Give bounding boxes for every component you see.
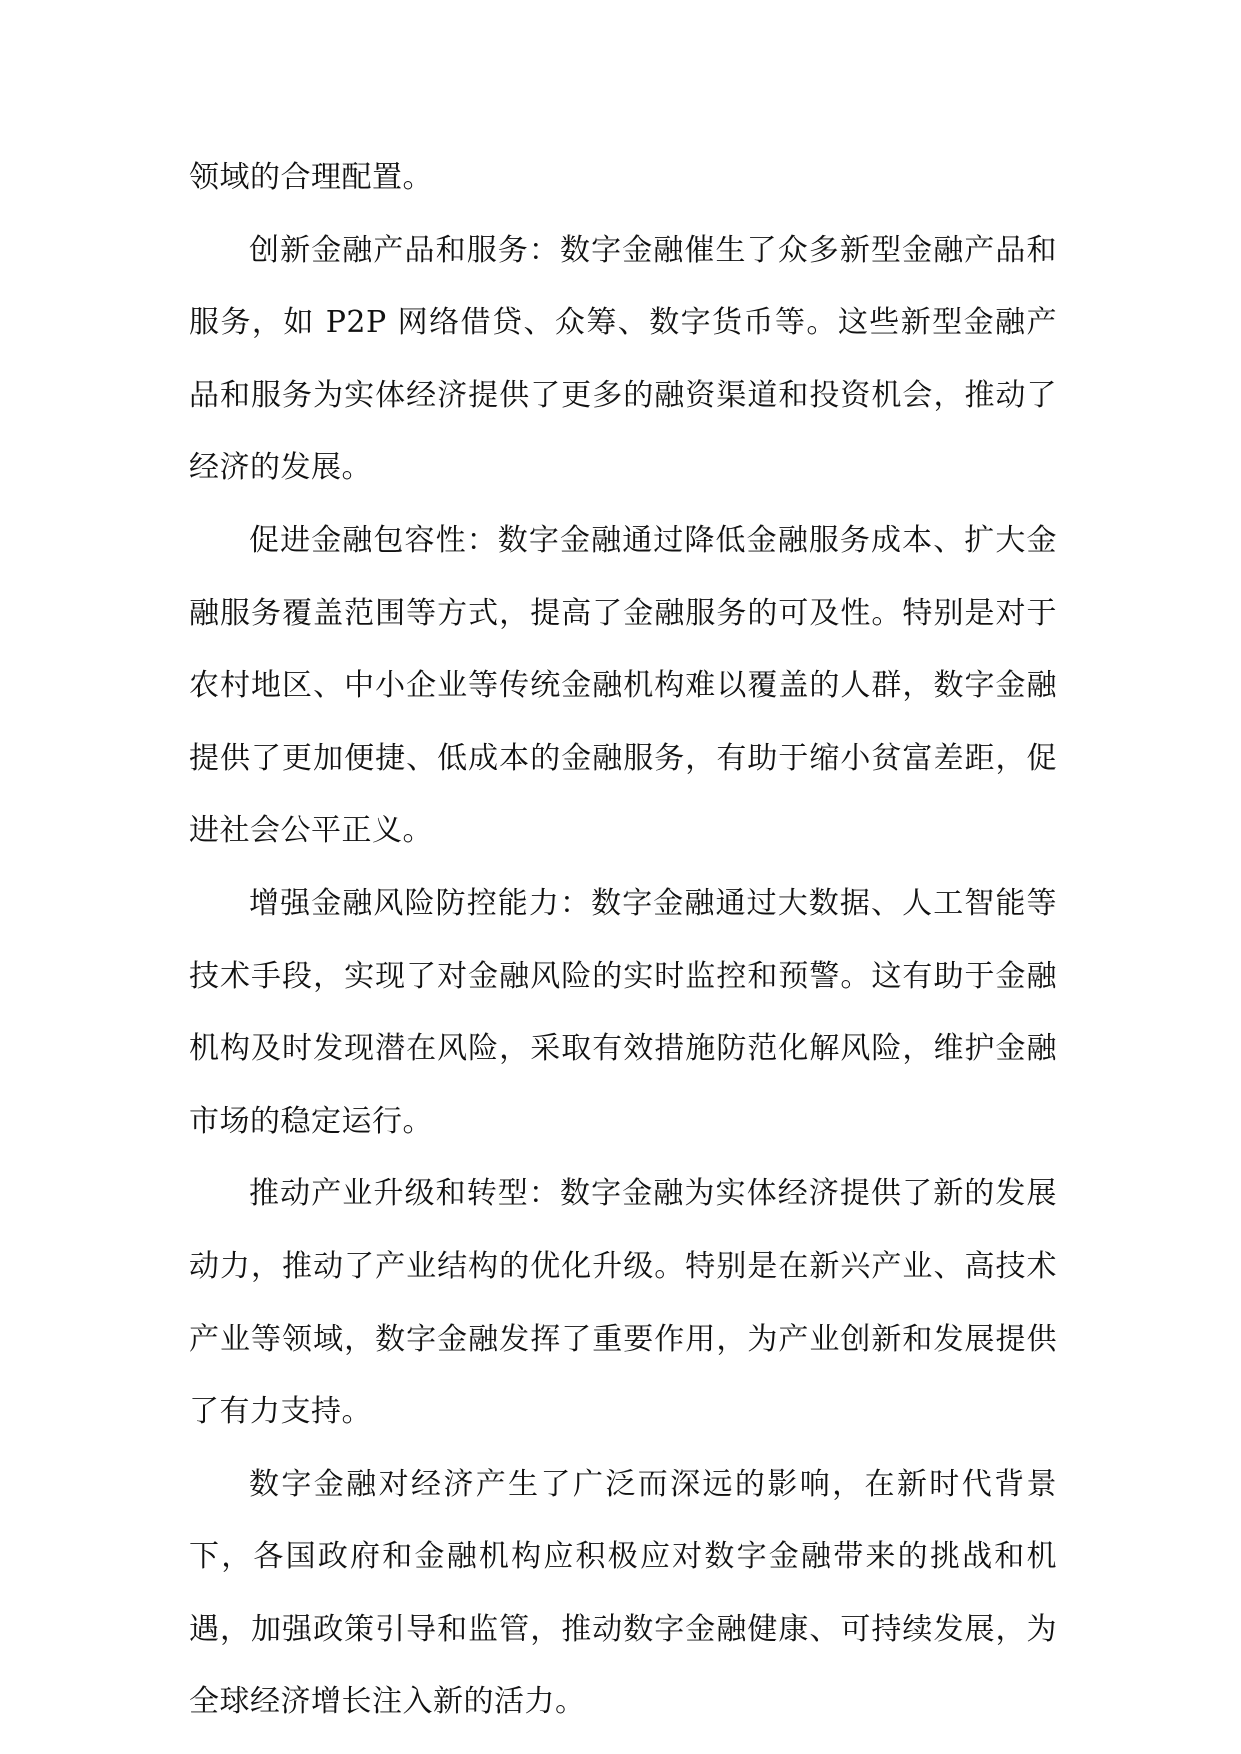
paragraph-industrial-upgrade: 推动产业升级和转型：数字金融为实体经济提供了新的发展动力，推动了产业结构的优化升级。特别是在新兴产业、高技术产业等领域，数字金融发挥了重要作用，为产业创新和发展提供了有力支持。 (189, 1176, 1057, 1430)
document-body (189, 142, 1057, 1739)
paragraph-innovative-products: 创新金融产品和服务：数字金融催生了众多新型金融产品和服务，如 P2P 网络借贷、众筹、数字货币等。这些新型金融产品和服务为实体经济提供了更多的融资渠道和投资机会，推动了经济的发展。 (189, 232, 1057, 486)
paragraph-conclusion: 数字金融对经济产生了广泛而深远的影响，在新时代背景下，各国政府和金融机构应积极应对数字金融带来的挑战和机遇，加强政策引导和监管，推动数字金融健康、可持续发展，为全球经济增长注入新的活力。 (189, 1466, 1057, 1720)
paragraph-continuation: 领域的合理配置。 (189, 160, 433, 195)
paragraph-risk-control: 增强金融风险防控能力：数字金融通过大数据、人工智能等技术手段，实现了对金融风险的实时监控和预警。这有助于金融机构及时发现潜在风险，采取有效措施防范化解风险，维护金融市场的稳定运行。 (189, 885, 1057, 1139)
paragraph-financial-inclusion: 促进金融包容性：数字金融通过降低金融服务成本、扩大金融服务覆盖范围等方式，提高了金融服务的可及性。特别是对于农村地区、中小企业等传统金融机构难以覆盖的人群，数字金融提供了更加便捷、低成本的金融服务，有助于缩小贫富差距，促进社会公平正义。 (189, 522, 1057, 849)
